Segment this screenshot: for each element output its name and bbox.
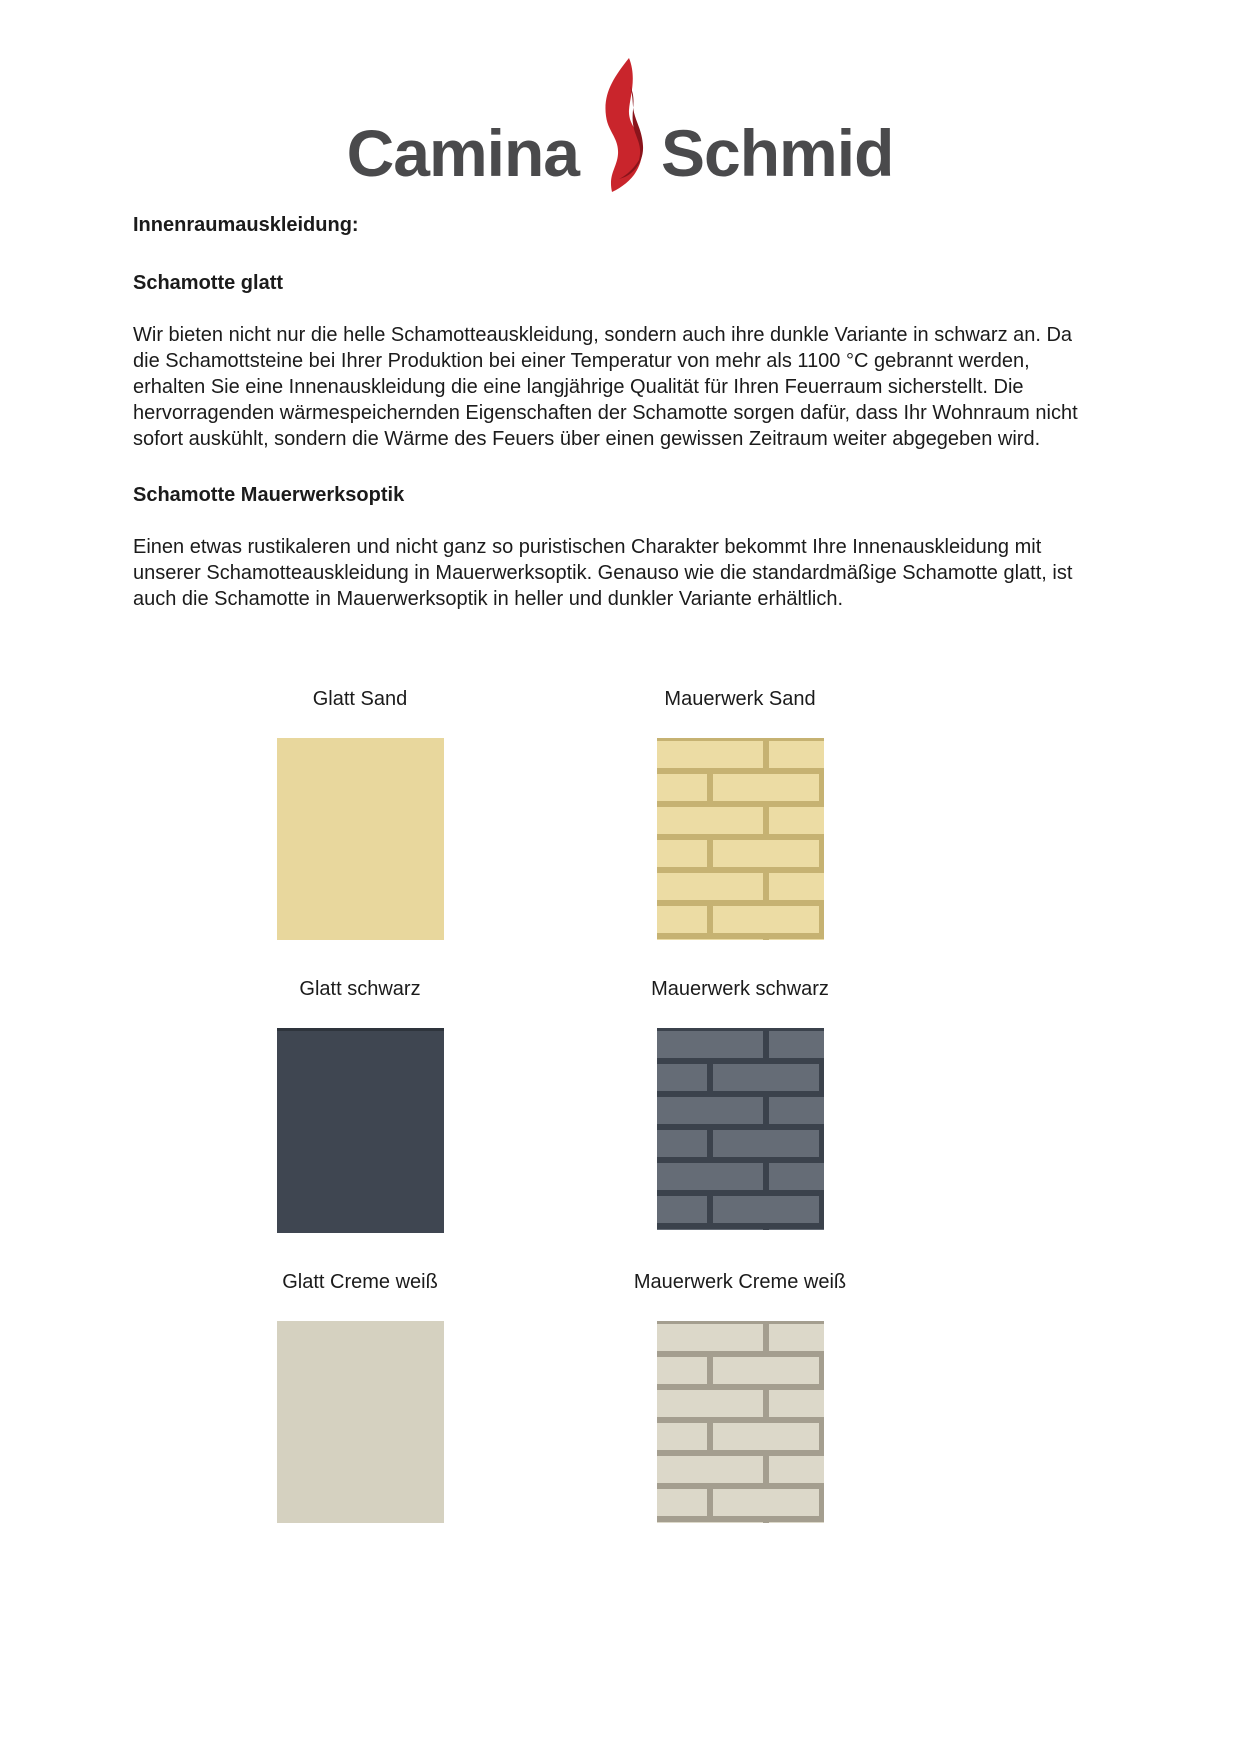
paragraph-schamotte-glatt: Wir bieten nicht nur die helle Schamotteauskleidung, sondern auch ihre dunkle Variante in schwarz an. Da die Schamottsteine bei Ihrer Produktion bei einer Temperatur von mehr als 1100 °C gebrannt werden, erhalten Sie eine Innenauskleidung die eine langjährige Qualität für Ihren Feuerraum sicherstellt. Die hervorragenden wärmespeichernden Eigenschaften der Schamotte sorgen dafür, dass Ihr Wohnraum nicht sofort auskühlt, sondern die Wärme des Feuers über einen gewissen Zeitraum weiter abgegeben wird. bbox=[133, 324, 1078, 450]
swatch-cell-glatt-creme-weiss bbox=[170, 1269, 550, 1523]
swatch-image-glatt-creme-weiss bbox=[277, 1321, 444, 1523]
swatch-image-mauerwerk-sand bbox=[657, 738, 824, 940]
document-body bbox=[133, 212, 1100, 1559]
swatch-label: Mauerwerk schwarz bbox=[651, 978, 829, 1000]
swatch-label: Glatt schwarz bbox=[299, 978, 421, 1000]
swatch-cell-glatt-schwarz bbox=[170, 976, 550, 1233]
swatch-grid bbox=[170, 686, 930, 1559]
section-heading-schamotte-glatt: Schamotte glatt bbox=[133, 272, 284, 294]
flame-icon bbox=[599, 58, 645, 192]
swatch-image-mauerwerk-schwarz bbox=[657, 1028, 824, 1230]
swatch-cell-mauerwerk-schwarz bbox=[550, 976, 930, 1233]
swatch-image-mauerwerk-creme-weiss bbox=[657, 1321, 824, 1523]
swatch-label: Mauerwerk Sand bbox=[664, 688, 816, 710]
swatch-cell-glatt-sand bbox=[170, 686, 550, 940]
swatch-label: Glatt Creme weiß bbox=[282, 1271, 438, 1293]
swatch-cell-mauerwerk-sand bbox=[550, 686, 930, 940]
swatch-image-glatt-schwarz bbox=[277, 1028, 444, 1233]
paragraph-mauerwerksoptik: Einen etwas rustikaleren und nicht ganz so puristischen Charakter bekommt Ihre Innenauskleidung mit unserer Schamotteauskleidung in Mauerwerksoptik. Genauso wie die standardmäßige Schamotte glatt, ist auch die Schamotte in Mauerwerksoptik in heller und dunkler Variante erhältlich. bbox=[133, 536, 1073, 610]
swatch-cell-mauerwerk-creme-weiss bbox=[550, 1269, 930, 1523]
swatch-label: Glatt Sand bbox=[312, 688, 408, 710]
section-heading-mauerwerksoptik: Schamotte Mauerwerksoptik bbox=[133, 484, 405, 506]
brand-name-right: Schmid bbox=[661, 116, 894, 190]
swatch-image-glatt-sand bbox=[277, 738, 444, 940]
brand-name-left: Camina bbox=[346, 116, 580, 190]
swatch-label: Mauerwerk Creme weiß bbox=[633, 1271, 847, 1293]
page-title: Innenraumauskleidung: bbox=[133, 214, 359, 236]
brand-logo bbox=[0, 0, 1240, 188]
